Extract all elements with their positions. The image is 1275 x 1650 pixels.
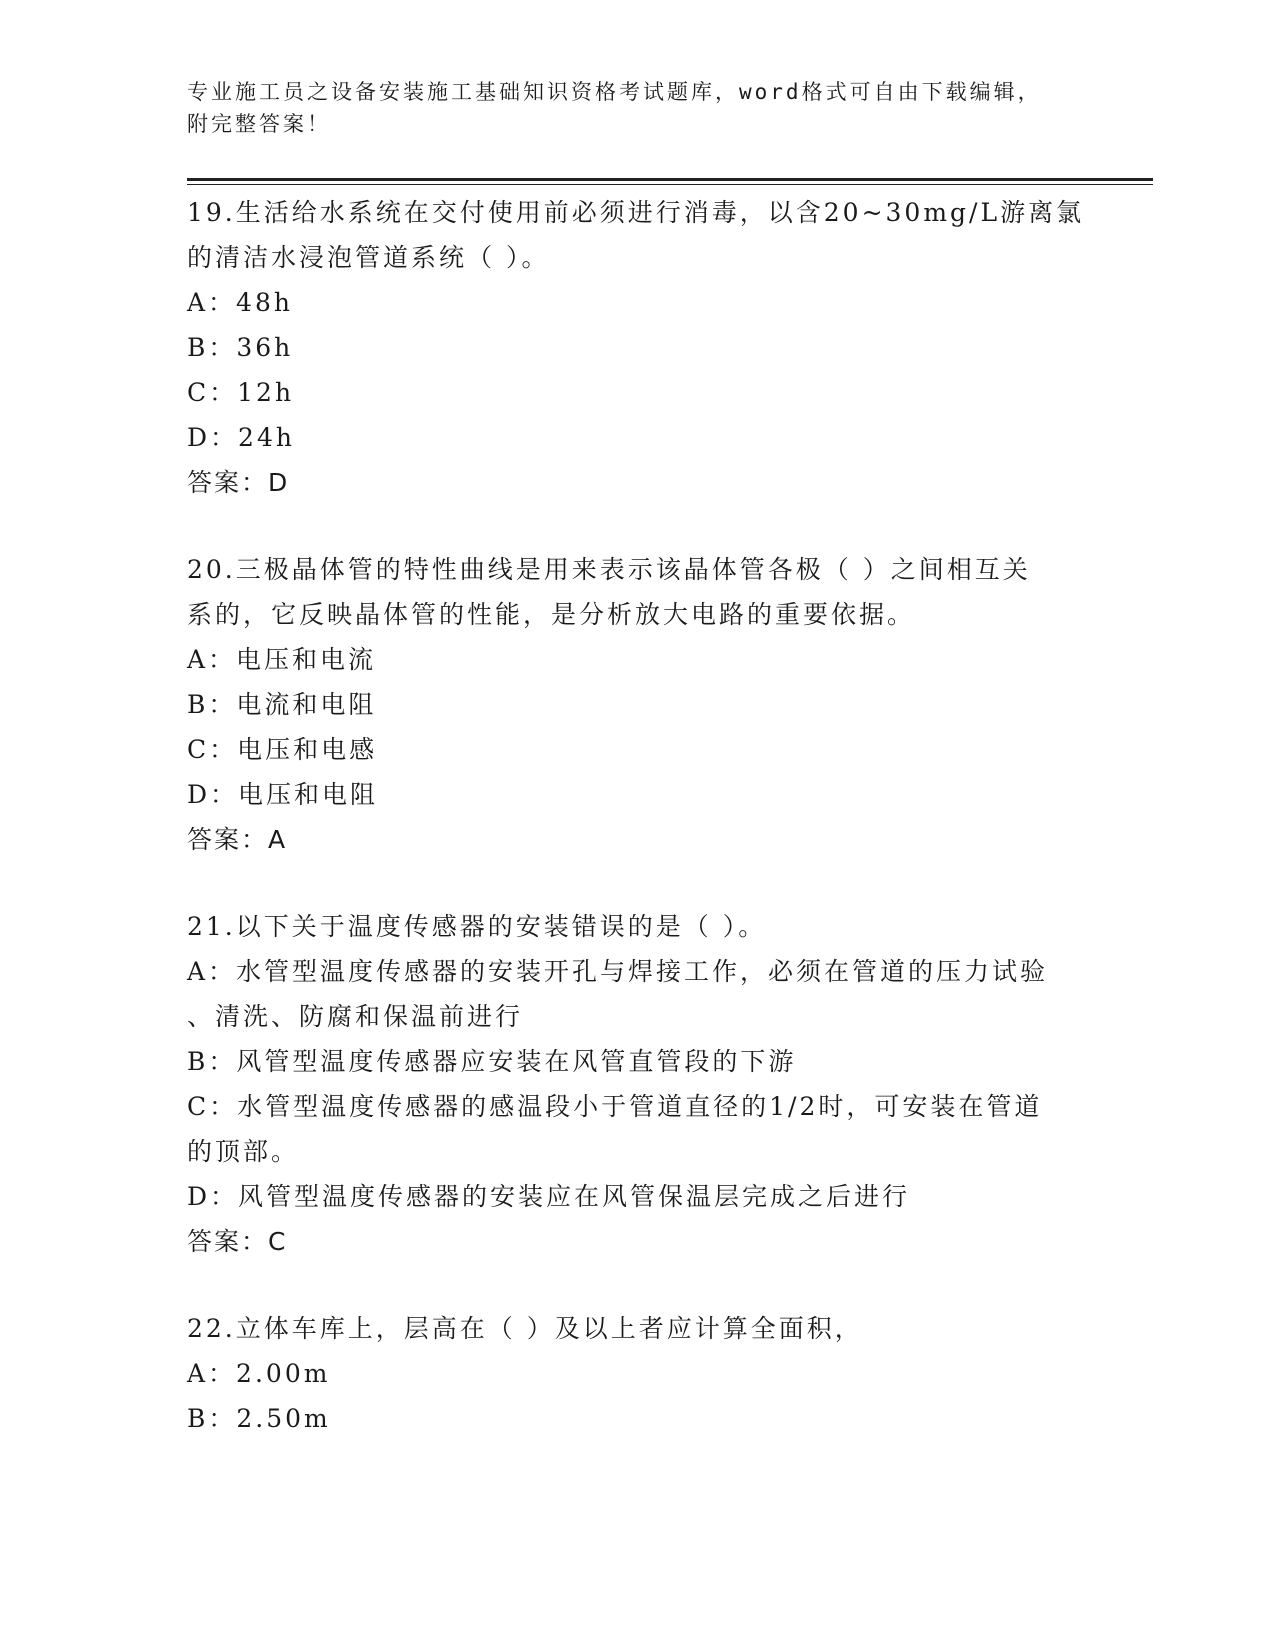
answer-option-line: A：电压和电流 <box>187 645 377 674</box>
question-spacer <box>187 862 1087 904</box>
answer-option-line: B：风管型温度传感器应安装在风管直管段的下游 <box>187 1047 797 1076</box>
answer-key: 答案：D <box>187 468 290 497</box>
answer-option-line: C：电压和电感 <box>187 735 378 764</box>
question-list <box>187 190 1087 1441</box>
document-header <box>187 76 1087 140</box>
answer-key: 答案：C <box>187 1227 288 1256</box>
header-line-2: 附完整答案！ <box>187 112 331 136</box>
answer-option-line: B：36h <box>187 333 294 362</box>
header-divider-thin <box>187 184 1153 185</box>
question-stem-line: 的清洁水浸泡管道系统（ ）。 <box>187 243 550 272</box>
answer-option-line: 的顶部。 <box>187 1137 300 1166</box>
question-block <box>187 1306 1087 1441</box>
question-block <box>187 190 1087 547</box>
question-stem-line: 系的，它反映晶体管的性能，是分析放大电路的重要依据。 <box>187 600 916 629</box>
answer-option-line: A：2.00m <box>187 1359 331 1388</box>
question-stem-line: 22.立体车库上，层高在（ ）及以上者应计算全面积， <box>187 1314 863 1343</box>
answer-option-line: D：24h <box>187 423 295 452</box>
answer-option-line: C：12h <box>187 378 295 407</box>
answer-option-line: B：电流和电阻 <box>187 690 377 719</box>
question-block <box>187 547 1087 904</box>
answer-option-line: C：水管型温度传感器的感温段小于管道直径的1/2时，可安装在管道 <box>187 1092 1043 1121</box>
question-spacer <box>187 1264 1087 1306</box>
answer-option-line: D：风管型温度传感器的安装应在风管保温层完成之后进行 <box>187 1182 911 1211</box>
question-stem-line: 20.三极晶体管的特性曲线是用来表示该晶体管各极（ ）之间相互关 <box>187 555 1031 584</box>
answer-option-line: A：水管型温度传感器的安装开孔与焊接工作，必须在管道的压力试验 <box>187 957 1049 986</box>
answer-key: 答案：A <box>187 825 288 854</box>
answer-option-line: D：电压和电阻 <box>187 780 379 809</box>
answer-option-line: 、清洗、防腐和保温前进行 <box>187 1002 524 1031</box>
answer-option-line: A：48h <box>187 288 293 317</box>
question-spacer <box>187 505 1087 547</box>
question-stem-line: 21.以下关于温度传感器的安装错误的是（ ）。 <box>187 912 767 941</box>
answer-option-line: B：2.50m <box>187 1404 331 1433</box>
header-line-1: 专业施工员之设备安装施工基础知识资格考试题库，word格式可自由下载编辑， <box>187 80 1042 104</box>
question-block <box>187 904 1087 1306</box>
question-stem-line: 19.生活给水系统在交付使用前必须进行消毒，以含20~30mg/L游离氯 <box>187 198 1085 227</box>
header-divider-thick <box>187 178 1153 181</box>
